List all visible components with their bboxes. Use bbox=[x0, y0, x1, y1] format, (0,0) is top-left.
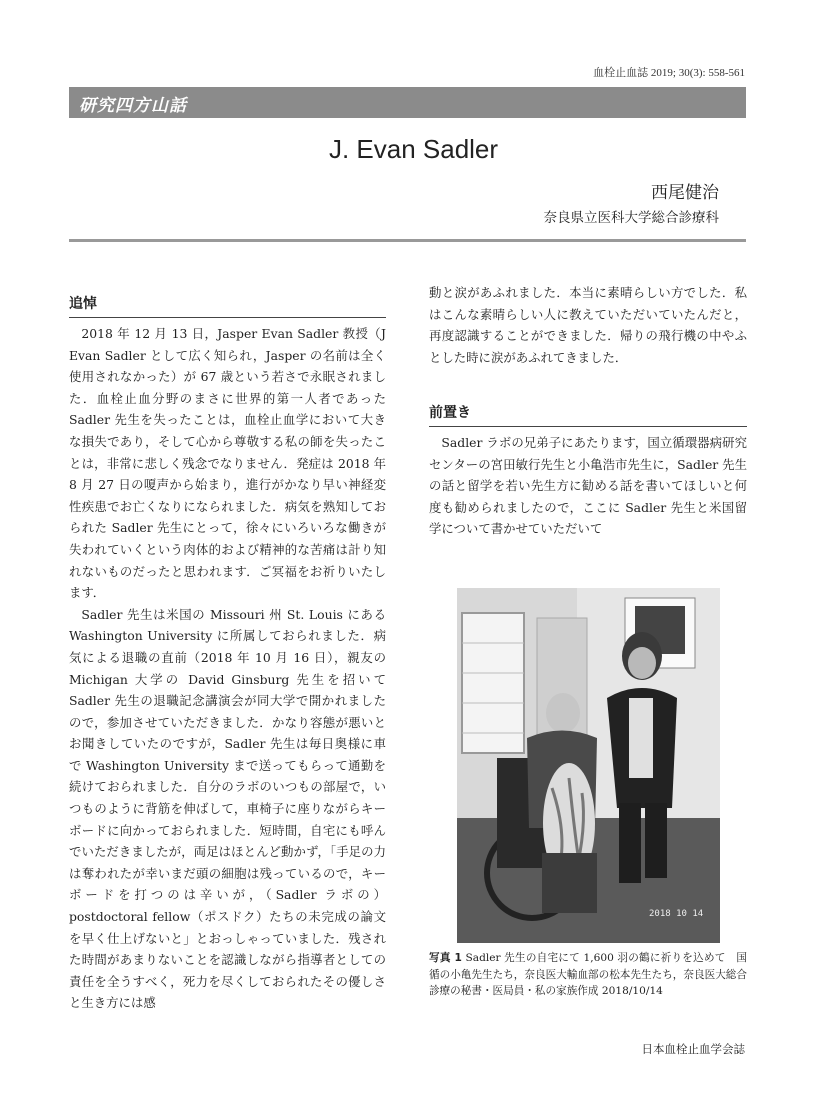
caption-label: 写真 1 bbox=[429, 952, 462, 964]
journal-citation: 血栓止血誌 2019; 30(3): 558-561 bbox=[593, 67, 745, 79]
section-heading-preface: 前置き bbox=[429, 402, 747, 427]
author-affiliation: 奈良県立医科大学総合診療科 bbox=[543, 210, 719, 226]
photo-sadler-home bbox=[457, 588, 720, 943]
paragraph: Sadler 先生は米国の Missouri 州 St. Louis にある Washington University に所属しておられました．病気による退職の直前（2018 年 10 月 16 日），親友の Michigan 大学の David Ginsburg 先生を招いて Sadler 先生の退職記念講演会が同大学で開かれましたので，参加させていただきました．かなり容態が悪いとお聞きしていたのですが，Sadler 先生は毎日奥様に車で Washington University まで送ってもらって通勤を続けておられました．自分のラボのいつもの部屋で，いつものように背筋を伸ばして，車椅子に座りながらキーボードに向かっておられました．短時間，自宅にも呼んでいただきましたが，両足はほとんど動かず，「手足の力は奪われたが幸いまだ頭の細胞は残っているので，キーボードを打つのは辛いが，（Sadler ラボの）postdoctoral fellow（ポスドク）たちの未完成の論文を早く仕上げないと」とおっしゃっていました．残された時間があまりないことを認識しながら指導者としての責任を全うすべく，死力を尽くしておられたその優しさと生き方には感 bbox=[69, 606, 386, 1011]
photo-illustration bbox=[457, 588, 720, 943]
section-banner-label: 研究四方山話 bbox=[79, 96, 187, 116]
paragraph: Sadler ラボの兄弟子にあたります，国立循環器病研究センターの宮田敏行先生と小亀浩市先生に，Sadler 先生の話と留学を若い先生方に勧める話を書いてほしいと何度も勧められましたので，ここに Sadler 先生と米国留学について書かせていただいて bbox=[429, 435, 747, 537]
header-divider bbox=[69, 239, 746, 242]
author-name: 西尾健治 bbox=[651, 183, 719, 203]
article-title: J. Evan Sadler bbox=[328, 134, 499, 164]
caption-text: Sadler 先生の自宅にて 1,600 羽の鶴に祈りを込めて 国循の小亀先生たち，奈良医大輸血部の松本先生たち，奈良医大総合診療の秘書・医局員・私の家族作成 2018/10/14 bbox=[429, 952, 747, 997]
paragraph: 動と涙があふれました．本当に素晴らしい方でした．私はこんな素晴らしい人に教えていただいていたんだと，再度認識することができました．帰りの飛行機の中やふとした時に涙があふれてきました． bbox=[429, 285, 747, 365]
photo-date-stamp: 2018 10 14 bbox=[649, 909, 704, 919]
right-column-continuation bbox=[429, 282, 747, 368]
section-banner bbox=[69, 87, 746, 118]
left-column-body bbox=[69, 323, 386, 1014]
section-heading-memorial: 追悼 bbox=[69, 293, 386, 318]
right-column-body bbox=[429, 432, 747, 540]
journal-footer: 日本血栓止血学会誌 bbox=[641, 1042, 745, 1056]
paragraph: 2018 年 12 月 13 日，Jasper Evan Sadler 教授（J Evan Sadler として広く知られ，Jasper の名前は全く使用されなかった）が 67 歳という若さで永眠されました．血栓止血分野のまさに世界的第一人者であった Sadler 先生を失ったことは，血栓止血学において大きな損失であり，そして心から尊敬する私の師を失ったことは，非常に悲しく残念でなりません．発症は 2018 年 8 月 27 日の嗄声から始まり，進行がかなり早い神経変性疾患でお亡くなりになられました．病気を熟知しておられた Sadler 先生にとって，徐々にいろいろな働きが失われていくという肉体的および精神的な苦痛は計り知れないものだったと思われます．ご冥福をお祈りいたします． bbox=[69, 326, 386, 601]
photo-caption bbox=[429, 950, 747, 1000]
